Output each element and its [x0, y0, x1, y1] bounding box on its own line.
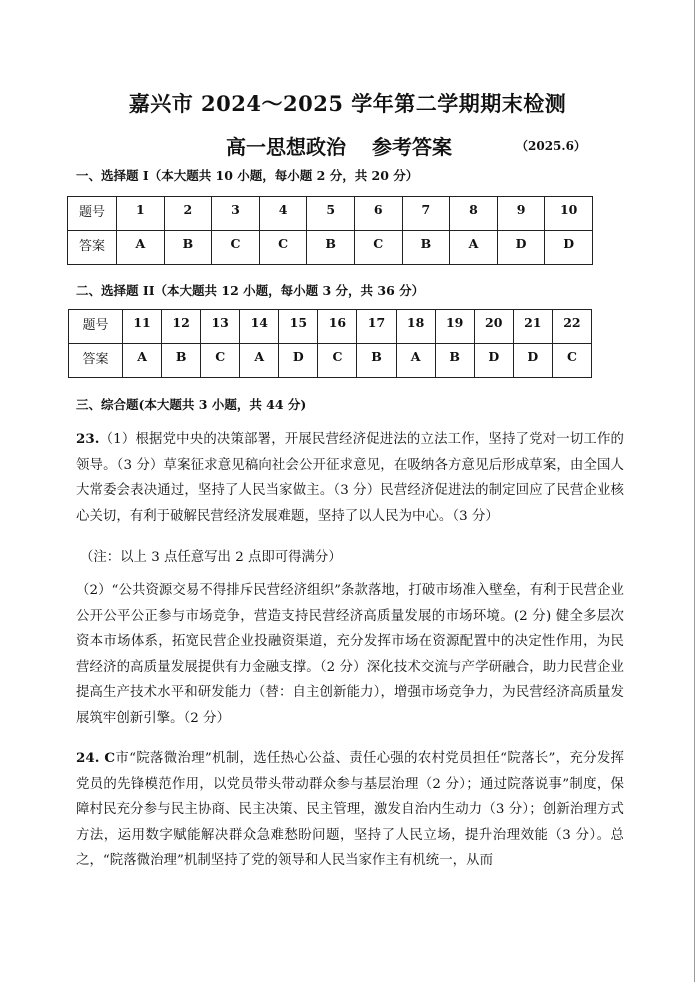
document-title: 嘉兴市 2024～2025 学年第二学期期末检测: [128, 91, 567, 116]
answer-cell: A: [117, 231, 165, 265]
question-number-cell: 16: [318, 310, 357, 344]
section2-heading-main: 二、选择题 II: [76, 283, 155, 298]
document-subtitle: [226, 131, 452, 160]
answer-cell: D: [497, 231, 545, 265]
table-row-answers: [68, 231, 593, 265]
section2-heading-detail: （本大题共 12 小题，每小题 3 分，共 36 分）: [154, 283, 425, 298]
answer-cell: D: [545, 231, 593, 265]
answer-cell: C: [318, 344, 357, 378]
question-number-cell: 7: [402, 197, 450, 231]
q24-number: 24. C: [76, 750, 116, 766]
answer-cell: B: [402, 231, 450, 265]
section1-heading: [76, 166, 418, 184]
q23-scoring-note: （注：以上 3 点任意写出 2 点即可得满分）: [80, 550, 342, 565]
answer-cell: A: [123, 344, 162, 378]
row-label-answer: 答案: [69, 344, 123, 378]
answer-cell: C: [259, 231, 307, 265]
answer-cell: B: [164, 231, 212, 265]
question-number-cell: 19: [435, 310, 474, 344]
question-number-cell: 13: [201, 310, 240, 344]
question-number-cell: 12: [162, 310, 201, 344]
question-number-cell: 1: [117, 197, 165, 231]
subtitle-kind: 参考答案: [372, 135, 452, 159]
q24-answer: [76, 746, 624, 874]
answer-cell: B: [162, 344, 201, 378]
q23-part2-answer: （2）“公共资源交易不得排斥民营经济组织”条款落地，打破市场准入壁垒，有利于民营企业公开公平公正参与市场竞争，营造支持民营经济高质量发展的市场环境。(2 分) 健全多层次资本市场体系，拓宽民营企业投融资渠道，充分发挥市场在资源配置中的决定性作用，为民营经济的高质量发展提供有力金融支撑。（2 分）深化技术交流与产学研融合，助力民营企业提高生产技术水平和研发能力（替：自主创新能力），增强市场竞争力，为民营经济高质量发展筑牢创新引擎。（2 分）: [76, 583, 624, 726]
question-number-cell: 8: [450, 197, 498, 231]
answer-cell: A: [396, 344, 435, 378]
section2-heading: [76, 281, 424, 299]
q23-part1-answer: [76, 427, 624, 529]
question-number-cell: 21: [513, 310, 552, 344]
question-number-cell: 2: [164, 197, 212, 231]
q23-number: 23.: [76, 431, 100, 447]
answer-table-section1: [67, 196, 593, 265]
section1-heading-main: 一、选择题 I: [76, 168, 149, 183]
answer-table-section2: [68, 309, 592, 378]
answer-cell: B: [435, 344, 474, 378]
section3-heading-main: 三、综合题: [76, 397, 139, 412]
answer-cell: C: [212, 231, 260, 265]
question-number-cell: 20: [474, 310, 513, 344]
row-label-number: 题号: [68, 197, 117, 231]
section3-heading-detail: (本大题共 3 小题，共 44 分): [138, 397, 307, 412]
subtitle-subject: 高一思想政治: [226, 135, 346, 159]
question-number-cell: 4: [259, 197, 307, 231]
answer-cell: A: [240, 344, 279, 378]
answer-cell: B: [357, 344, 396, 378]
table-row-numbers: [69, 310, 592, 344]
q23-part1-text: （1）根据党中央的决策部署，开展民营经济促进法的立法工作，坚持了党对一切工作的领导。（3 分）草案征求意见稿向社会公开征求意见，在吸纳各方意见后形成草案，由全国人大常委会表决通过，坚持了人民当家做主。（3 分）民营经济促进法的制定回应了民营企业核心关切，有利于破解民营经济发展难题，坚持了以人民为中心。（3 分）: [76, 432, 624, 524]
answer-cell: D: [474, 344, 513, 378]
question-number-cell: 22: [552, 310, 591, 344]
document-date: （2025.6）: [516, 139, 586, 153]
table-row-answers: [69, 344, 592, 378]
question-number-cell: 14: [240, 310, 279, 344]
q24-text: 市“院落微治理”机制，选任热心公益、责任心强的农村党员担任“院落长”，充分发挥党员的先锋模范作用，以党员带头带动群众参与基层治理（2 分）；通过院落说事”制度，保障村民充分参与民主协商、民主决策、民主管理，激发自治内生动力（3 分）；创新治理方式方法，运用数字赋能解决群众急难愁盼问题，坚持了人民立场，提升治理效能（3 分）。总之，“院落微治理”机制坚持了党的领导和人民当家作主有机统一，从而: [76, 751, 624, 868]
question-number-cell: 3: [212, 197, 260, 231]
answer-cell: A: [450, 231, 498, 265]
question-number-cell: 15: [279, 310, 318, 344]
answer-cell: C: [552, 344, 591, 378]
question-number-cell: 5: [307, 197, 355, 231]
row-label-number: 题号: [69, 310, 123, 344]
question-number-cell: 6: [354, 197, 402, 231]
question-number-cell: 11: [123, 310, 162, 344]
section3-heading: [76, 395, 306, 413]
answer-cell: D: [279, 344, 318, 378]
answer-cell: C: [201, 344, 240, 378]
question-number-cell: 17: [357, 310, 396, 344]
answer-cell: D: [513, 344, 552, 378]
answer-cell: B: [307, 231, 355, 265]
answer-cell: C: [354, 231, 402, 265]
question-number-cell: 9: [497, 197, 545, 231]
row-label-answer: 答案: [68, 231, 117, 265]
table-row-numbers: [68, 197, 593, 231]
question-number-cell: 18: [396, 310, 435, 344]
question-number-cell: 10: [545, 197, 593, 231]
section1-heading-detail: （本大题共 10 小题，每小题 2 分，共 20 分）: [148, 168, 419, 183]
